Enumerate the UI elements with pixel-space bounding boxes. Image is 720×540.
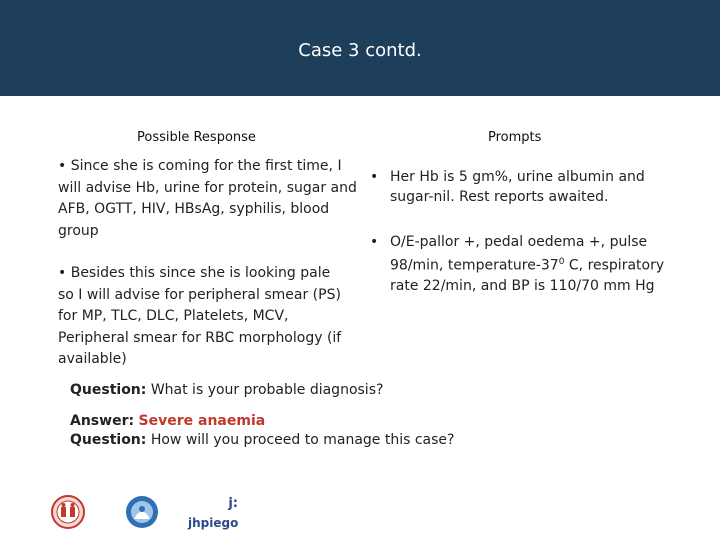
prompt-text [390, 232, 690, 296]
question-2 [70, 432, 454, 448]
jhpiego-logo [188, 496, 240, 530]
prompt-text-part: C, respiratory rate 22/min, and BP is 110/70 mm Hg [390, 257, 665, 294]
prompt-text-part: O/E-pallor +, pedal oedema +, pulse 98/min, temperature-37 [390, 234, 648, 274]
degree-superscript: 0 [558, 257, 565, 267]
right-column-header: Prompts [488, 130, 542, 145]
question-label: Question: [70, 432, 147, 448]
question-text: How will you proceed to manage this case? [146, 432, 455, 448]
answer [70, 413, 265, 429]
question-text: What is your probable diagnosis? [146, 382, 384, 398]
health-mission-logo [124, 494, 160, 530]
jhpiego-mark: j: [228, 496, 238, 511]
question-label: Question: [70, 382, 147, 398]
question-1 [70, 382, 383, 398]
slide-title: Case 3 contd. [298, 40, 422, 61]
response-bullet-1: • Since she is coming for the first time, I will advise Hb, urine for protein, sugar and AFB, OGTT, HIV, HBsAg, syphilis, blood group [58, 158, 357, 239]
title-banner [0, 0, 720, 96]
bullet-marker: • [370, 234, 379, 250]
bullet-marker: • [370, 169, 379, 185]
answer-label: Answer: [70, 413, 135, 429]
answer-value: Severe anaemia [138, 413, 266, 429]
left-column-header: Possible Response [137, 130, 256, 145]
jhpiego-wordmark: jhpiego [188, 516, 239, 530]
response-bullet-2: • Besides this since she is looking pale so I will advise for peripheral smear (PS) for MP, TLC, DLC, Platelets, MCV, Peripheral smear for RBC morphology (if available) [58, 265, 342, 367]
government-seal-logo [50, 494, 86, 530]
prompt-text: Her Hb is 5 gm%, urine albumin and sugar-nil. Rest reports awaited. [390, 169, 645, 205]
